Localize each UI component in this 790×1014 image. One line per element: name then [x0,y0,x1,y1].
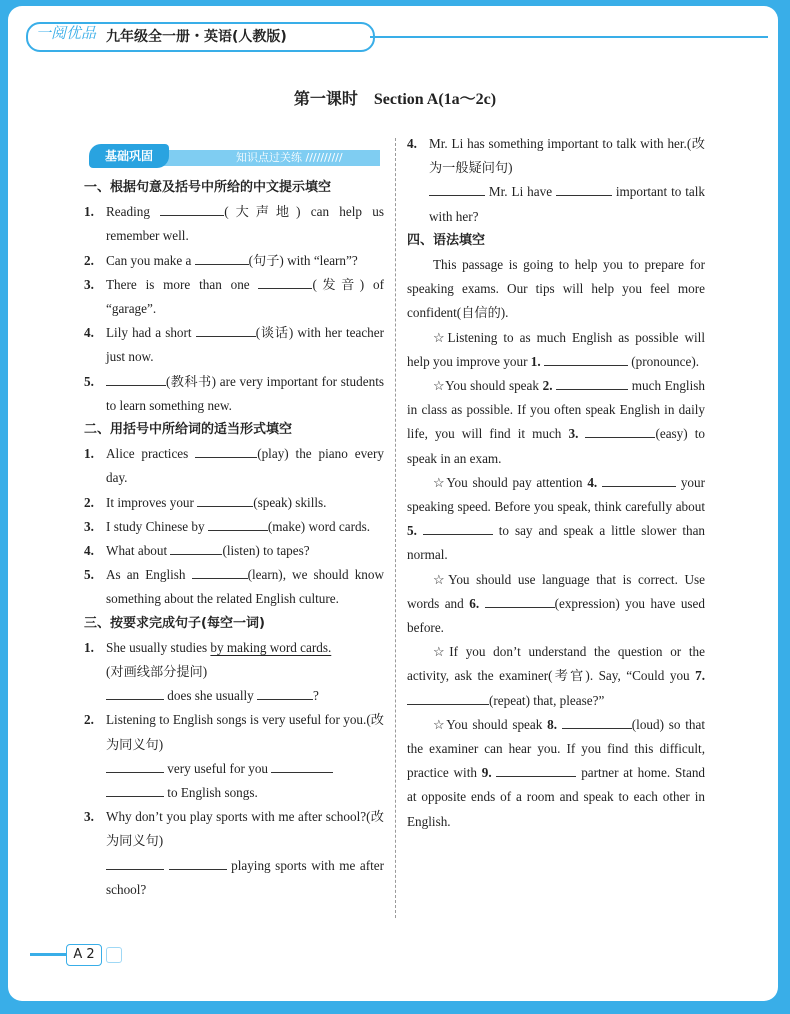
item-number: 1. [84,639,94,655]
passage-text: your speaking speed. Before you speak, think carefully about [407,474,706,515]
footer-square [106,947,122,963]
item-text: Why don’t you play sports with me after school? [106,809,367,825]
s1-item-5 [84,370,384,418]
item-number: 4. [407,136,417,151]
item-text: (大声地) can help us remember well. [106,204,385,244]
banner-tag: 基础巩固 [89,144,169,168]
s2-item-4 [84,539,384,563]
item-text: She usually studies [106,639,208,655]
item-text: important to talk with her? [429,184,706,224]
item-text: Can you make a [106,252,192,268]
item-number: 1. [84,446,94,462]
passage-text: much English in class as possible. If you often speak English in daily life, you will find it much [407,378,705,442]
blank-number: 3. [568,426,579,442]
item-text: (教科书) are very important for students to learn something new. [106,373,384,413]
s2-item-5 [84,563,384,611]
page-number: A 2 [66,944,102,966]
answer-blank[interactable] [562,713,632,729]
blank-number: 4. [587,474,598,490]
answer-blank[interactable] [544,350,628,366]
passage-text: ☆You should use language that is correct. Use words and [407,571,705,611]
s1-item-2 [84,249,384,273]
header-rule [370,36,768,38]
item-text: (learn), we should know something about the related English culture. [106,567,384,607]
blank-number: 7. [695,668,706,684]
item-text: (句子) with “learn”? [248,252,358,268]
item-number: 4. [84,543,94,559]
item-text: What about [106,543,168,559]
answer-blank[interactable] [485,592,555,608]
answer-blank[interactable] [423,519,493,535]
item-text: to English songs. [167,785,258,801]
s3-item-3 [84,805,384,902]
item-text: (listen) to tapes? [222,543,310,559]
item-number: 1. [84,204,94,220]
item-text: Mr. Li have [488,184,553,200]
item-number: 5. [84,373,94,389]
answer-blank[interactable] [106,854,164,870]
section-4-title: 四、语法填空 [407,232,486,248]
underlined-phrase: by making word cards. [210,639,332,655]
answer-blank[interactable] [271,757,333,773]
item-text: does she usually [167,688,254,704]
blank-number: 6. [469,595,480,611]
answer-blank[interactable] [106,684,164,700]
item-text: It improves your [106,494,194,510]
blank-number: 9. [481,765,492,781]
item-number: 3. [84,518,94,534]
item-text: Listening to English songs is very useful for you. [106,712,367,728]
item-text: (speak) skills. [253,494,327,510]
answer-blank[interactable] [106,757,164,773]
item-text: ? [313,688,319,704]
answer-blank[interactable] [257,684,313,700]
tip-2 [407,374,705,471]
answer-blank[interactable] [195,249,249,265]
passage-text: partner at home. Stand at opposite ends of a room and speak to each other in English. [407,765,706,829]
passage-text: ☆You should pay attention [433,474,583,490]
item-number: 2. [84,252,94,268]
item-text: Mr. Li has something important to talk with her. [429,136,687,151]
tip-3 [407,471,705,568]
passage-text: (loud) so that the examiner can hear you. If you find this difficult, practice with [407,716,705,781]
item-number: 3. [84,809,94,825]
item-number: 4. [84,325,94,341]
answer-blank[interactable] [407,689,489,705]
item-text: I study Chinese by [106,518,205,534]
item-text: (make) word cards. [267,518,371,534]
tip-5 [407,640,705,713]
passage-intro: This passage is going to help you to prepare for speaking exams. Our tips will help you feel more confident(自信的). [407,257,705,321]
item-instruction: (改为一般疑问句) [429,136,705,176]
logo: 一阅优品 [36,24,97,42]
item-instruction: (改为同义句) [106,809,384,849]
answer-blank[interactable] [208,515,268,531]
blank-number: 1. [530,353,541,369]
answer-blank[interactable] [196,321,256,337]
passage-text: ☆You should speak [433,378,539,394]
section-1-title: 一、根据句意及括号中所给的中文提示填空 [84,180,332,195]
s2-item-1 [84,442,384,490]
section-banner [84,140,384,170]
item-number: 3. [84,276,94,292]
passage-text: (expression) you have used before. [407,595,706,636]
item-text: Alice practices [106,446,189,462]
item-instruction: (改为同义句) [106,712,384,752]
answer-blank[interactable] [192,563,248,579]
answer-blank[interactable] [160,200,224,216]
item-text: (play) the piano every day. [106,446,385,486]
s1-item-3 [84,273,384,321]
column-divider [395,138,396,918]
blank-number: 8. [547,716,558,732]
s1-item-1 [84,200,384,248]
passage-text: (repeat) that, please?” [489,692,605,708]
left-column [84,140,384,902]
section-2-title: 二、用括号中所给词的适当形式填空 [84,422,293,438]
tip-4 [407,568,705,641]
passage-text: ☆If you don’t understand the question or the activity, ask the examiner(考官). Say, “Could you [407,644,705,684]
book-title: 九年级全一册・英语(人教版) [106,29,287,45]
lesson-title: 第一课时 Section A(1a～2c) [293,91,497,108]
s3-item-4 [407,132,705,229]
footer-rule [30,953,66,956]
item-text: very useful for you [167,760,269,776]
passage-text: (pronounce). [631,353,700,369]
answer-blank[interactable] [496,761,576,777]
item-text: (发音) of “garage”. [106,276,385,317]
tip-6 [407,713,705,834]
s1-item-4 [84,321,384,369]
answer-blank[interactable] [170,539,222,555]
item-text: playing sports with me after school? [106,857,385,897]
item-text: Reading [106,204,150,220]
passage-text: to say and speak a little slower than normal. [407,523,706,563]
s3-item-1 [84,636,384,709]
answer-blank[interactable] [585,422,655,438]
section-3-title: 三、按要求完成句子(每空一词) [84,615,265,631]
item-text: As an English [106,567,186,583]
s3-item-2 [84,708,384,805]
answer-blank[interactable] [106,781,164,797]
banner-label: 知识点过关练 ////////// [236,151,343,164]
answer-blank[interactable] [258,273,312,289]
item-text: Lily had a short [106,325,192,341]
blank-number: 2. [542,378,553,394]
item-number: 5. [84,567,94,583]
answer-blank[interactable] [429,180,485,196]
s2-item-3 [84,515,384,539]
item-text: There is more than one [106,276,250,292]
item-number: 2. [84,494,94,510]
answer-blank[interactable] [106,370,166,386]
passage-text: ☆Listening to as much English as possible will help you improve your [407,329,705,369]
item-instruction: (对画线部分提问) [106,664,208,680]
tip-1 [407,326,705,374]
right-column [407,132,705,834]
answer-blank[interactable] [195,442,257,458]
answer-blank[interactable] [602,471,676,487]
answer-blank[interactable] [556,374,628,390]
answer-blank[interactable] [197,491,253,507]
item-number: 2. [84,712,94,728]
passage-text: ☆You should speak [433,716,543,732]
answer-blank[interactable] [169,854,227,870]
item-text: (谈话) with her teacher just now. [106,325,385,365]
answer-blank[interactable] [556,180,612,196]
s2-item-2 [84,491,384,515]
banner-strip [154,150,380,166]
blank-number: 5. [407,523,417,539]
passage-text: (easy) to speak in an exam. [407,426,705,466]
